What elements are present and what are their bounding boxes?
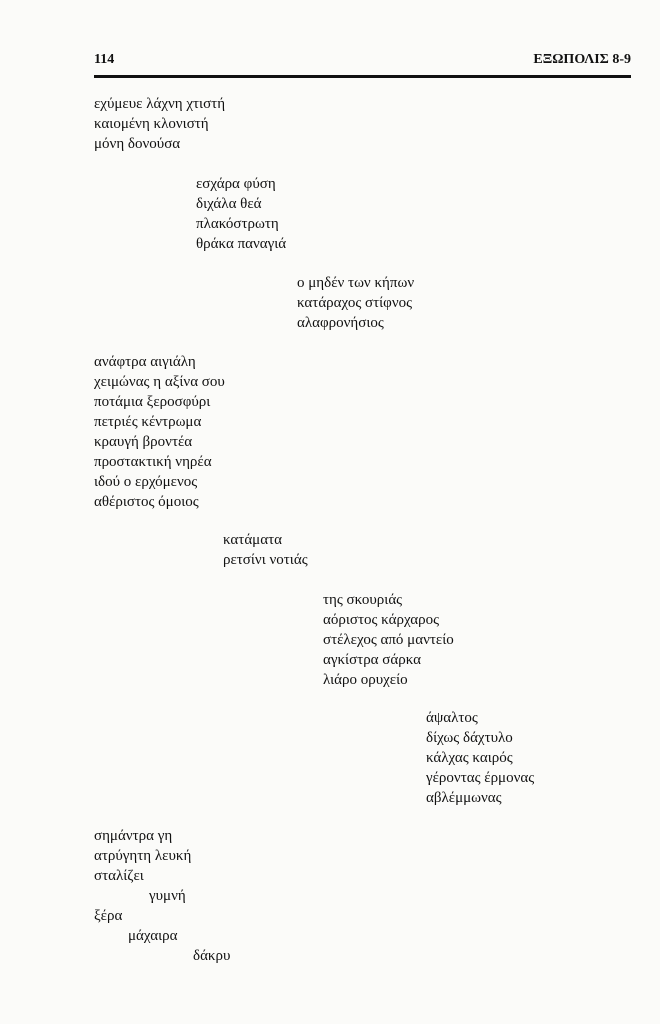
poem-line: εχύμευε λάχνη χτιστή: [94, 96, 226, 112]
poem-line: κραυγή βροντέα: [94, 434, 193, 450]
poem-line: άψαλτος: [426, 710, 478, 726]
poem-line: ανάφτρα αιγιάλη: [94, 354, 196, 370]
poem-line: μάχαιρα: [128, 928, 178, 944]
poem-line: της σκουριάς: [323, 592, 403, 608]
poem-line: πετριές κέντρωμα: [94, 414, 202, 430]
poem-line: εσχάρα φύση: [196, 176, 276, 192]
running-title: ΕΞΩΠΟΛΙΣ 8-9: [533, 52, 631, 67]
stanza-7: [426, 708, 534, 808]
poem-line: μόνη δονούσα: [94, 136, 181, 152]
stanza-8: [94, 826, 230, 966]
poem-line: χειμώνας η αξίνα σου: [94, 374, 225, 390]
poem-line: αγκίστρα σάρκα: [323, 652, 422, 668]
poem-line: διχάλα θεά: [196, 196, 262, 212]
poem-line: κατάματα: [223, 532, 282, 548]
poem-line: δάκρυ: [193, 948, 231, 964]
poem-line: ιδού ο ερχόμενος: [94, 474, 198, 490]
poem-line: κάλχας καιρός: [426, 750, 513, 766]
poem-line: σημάντρα γη: [94, 828, 173, 844]
poem-line: ο μηδέν των κήπων: [297, 275, 415, 291]
poem-line: αλαφρονήσιος: [297, 315, 384, 331]
poem-line: θράκα παναγιά: [196, 236, 287, 252]
poem-line: ατρύγητη λευκή: [94, 848, 192, 864]
header-rule: [94, 75, 631, 78]
stanza-5: [223, 530, 308, 570]
page-number: 114: [94, 52, 115, 67]
poem-line: πλακόστρωτη: [196, 216, 279, 232]
stanza-4: [94, 352, 225, 512]
poem-line: στέλεχος από μαντείο: [323, 632, 454, 648]
page-header: [94, 48, 631, 72]
poem-line: αβλέμμωνας: [426, 790, 502, 806]
poem-line: λιάρο ορυχείο: [323, 672, 408, 688]
poem-line: κατάραχος στίφνος: [297, 295, 413, 311]
poem-line: ξέρα: [94, 908, 123, 924]
stanza-1: [94, 94, 225, 154]
poem-line: ποτάμια ξεροσφύρι: [94, 394, 211, 410]
poem-line: καιομένη κλονιστή: [94, 116, 209, 132]
poem-line: δίχως δάχτυλο: [426, 730, 513, 746]
stanza-3: [297, 273, 414, 333]
poem-line: αθέριστος όμοιος: [94, 494, 199, 510]
stanza-2: [196, 174, 286, 254]
poem-line: αόριστος κάρχαρος: [323, 612, 440, 628]
stanza-6: [323, 590, 454, 690]
poem-line: ρετσίνι νοτιάς: [223, 552, 308, 568]
poem-line: προστακτική νηρέα: [94, 454, 212, 470]
poem-line: σταλίζει: [94, 868, 144, 884]
poem-line: γυμνή: [149, 888, 186, 904]
poem-line: γέροντας έρμονας: [426, 770, 535, 786]
